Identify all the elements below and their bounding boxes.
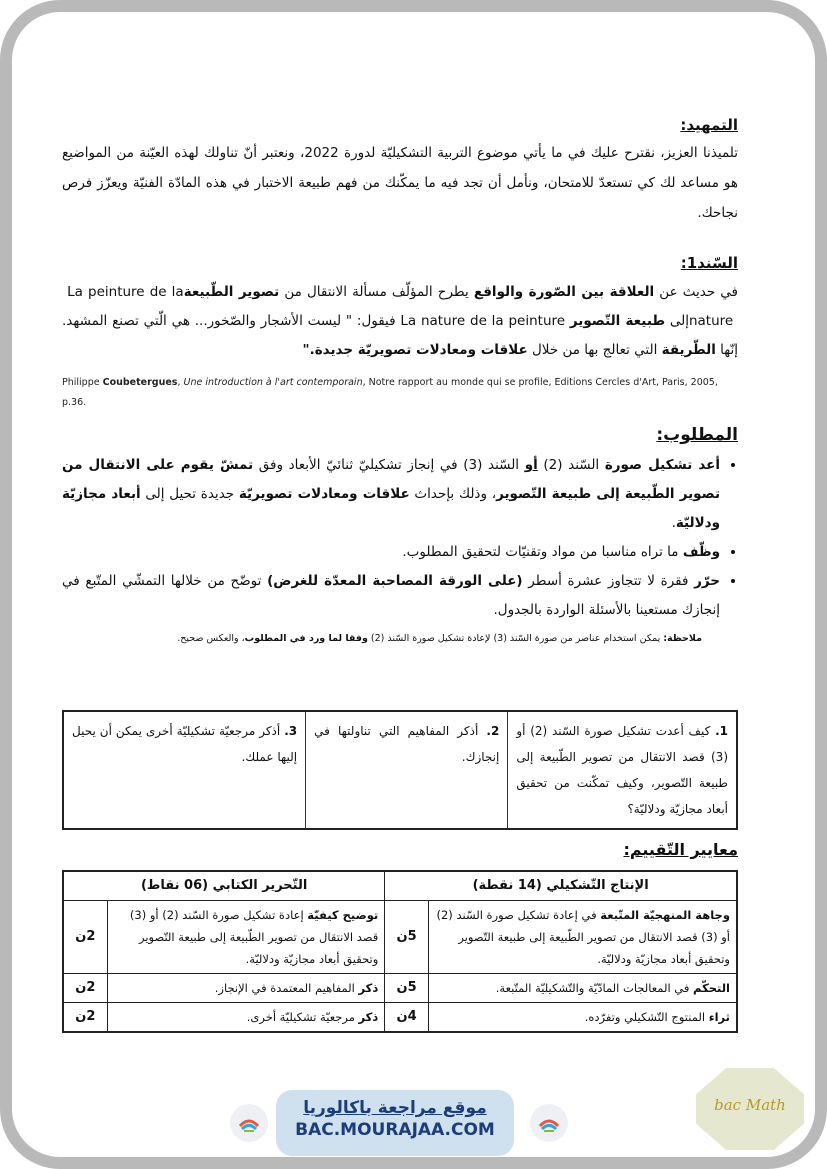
- site-logo-icon: [530, 1104, 568, 1142]
- table-row: وجاهة المنهجيّة المتّبعة في إعادة تشكيل صورة السّند (2) أو (3) قصد الانتقال من تصوير الطّبيعة إلى طبيعة التّصوير وتحقيق أبعاد مجازيّة ودلاليّة. 5ن توضيح كيفيّة إعادة تشكيل صورة السّند (2) أو (3) قصد الانتقال من تصوير الطّبيعة إلى طبيعة التّصوير وتحقيق أبعاد مجازيّة ودلاليّة. 2ن: [63, 901, 737, 974]
- question-2: 2. أذكر المفاهيم التي تناولتها في إنجازك.: [306, 711, 508, 829]
- list-item: • وظّف ما تراه مناسبا من مواد وتقنيّات لتحقيق المطلوب.: [62, 538, 720, 567]
- site-banner[interactable]: [276, 1090, 514, 1156]
- criteria-header-production: الإنتاج التّشكيلي (14 نقطة): [385, 871, 737, 901]
- reference: Philippe Coubetergues, Une introduction à l'art contemporain, Notre rapport au monde qui se profile, Editions Cercles d'Art, Paris, 2005, p.36.: [62, 377, 718, 408]
- list-item: • حرّر فقرة لا تتجاوز عشرة أسطر (على الورقة المصاحبة المعدّة للغرض) توضّح من خلالها التمشّي المتّبع في إنجازك مستعينا بالأسئلة الواردة بالجدول.: [62, 567, 720, 625]
- requirements-list: [62, 451, 738, 625]
- bacmath-logo: [696, 1068, 804, 1150]
- question-1: 1. كيف أعدت تشكيل صورة السّند (2) أو (3) قصد الانتقال من تصوير الطّبيعة إلى طبيعة التّصوير، وكيف تمكّنت من تحقيق أبعاد مجازيّة ودلاليّة؟: [508, 711, 737, 829]
- bacmath-text: bac Math: [714, 1096, 786, 1114]
- sanad-text: في حديث عن العلاقة بين الصّورة والواقع يطرح المؤلّف مسألة الانتقال من تصوير الطّبيعة La peinture de la nature إلى طبيعة التّصوير La nature de la peinture فيقول: " ليست الأشجار والصّخور... هي الّتي تصنع المشهد. إنّها الطّريقة التي تعالج بها من خلال علاقات ومعادلات تصويريّة جديدة.": [62, 284, 738, 358]
- question-3: 3. أذكر مرجعيّة تشكيليّة أخرى يمكن أن يحيل إليها عملك.: [63, 711, 306, 829]
- questions-table: [62, 710, 738, 830]
- criteria-title: معايير التّقييم:: [623, 840, 738, 859]
- banner-url[interactable]: BAC.MOURAJAA.COM: [295, 1120, 495, 1140]
- note: ملاحظة: يمكن استخدام عناصر من صورة السّند (3) لإعادة تشكيل صورة السّند (2) وفقا لما ورد في المطلوب، والعكس صحيح.: [177, 633, 702, 644]
- banner-arabic: موقع مراجعة باكالوريا: [303, 1098, 487, 1118]
- intro-title: التمهيد:: [680, 116, 738, 134]
- site-logo-icon: [230, 1104, 268, 1142]
- document-page: [62, 88, 738, 1123]
- requirements-title: المطلوب:: [656, 425, 738, 445]
- criteria-header-writing: التّحرير الكتابي (06 نقاط): [63, 871, 385, 901]
- list-item: • أعد تشكيل صورة السّند (2) أو السّند (3) في إنجاز تشكيليّ ثنائيّ الأبعاد وفق تمشّ يقوم على الانتقال من تصوير الطّبيعة إلى طبيعة التّصوير، وذلك بإحداث علاقات ومعادلات تصويريّة جديدة تحيل إلى أبعاد مجازيّة ودلاليّة.: [62, 451, 720, 538]
- sanad-title: السّند1:: [680, 254, 738, 272]
- table-row: التحكّم في المعالجات المادّيّة والتّشكيليّة المتّبعة. 5ن ذكر المفاهيم المعتمدة في الإنجاز. 2ن: [63, 974, 737, 1003]
- table-row: ثراء المنتوج التّشكيلي وتفرّده. 4ن ذكر مرجعيّة تشكيليّة أخرى. 2ن: [63, 1003, 737, 1033]
- criteria-table: [62, 870, 738, 1033]
- intro-text: تلميذنا العزيز، نقترح عليك في ما يأتي موضوع التربية التشكيليّة لدورة 2022، ونعتبر أنّ تناولك لهذه العيّنة من المواضيع هو مساعد لك كي تستعدّ للامتحان، ونأمل أن تجد فيه ما يمكّنك من فهم طبيعة الاختبار في هذه المادّة الفنيّة ويعزّز فرص نجاحك.: [62, 145, 739, 221]
